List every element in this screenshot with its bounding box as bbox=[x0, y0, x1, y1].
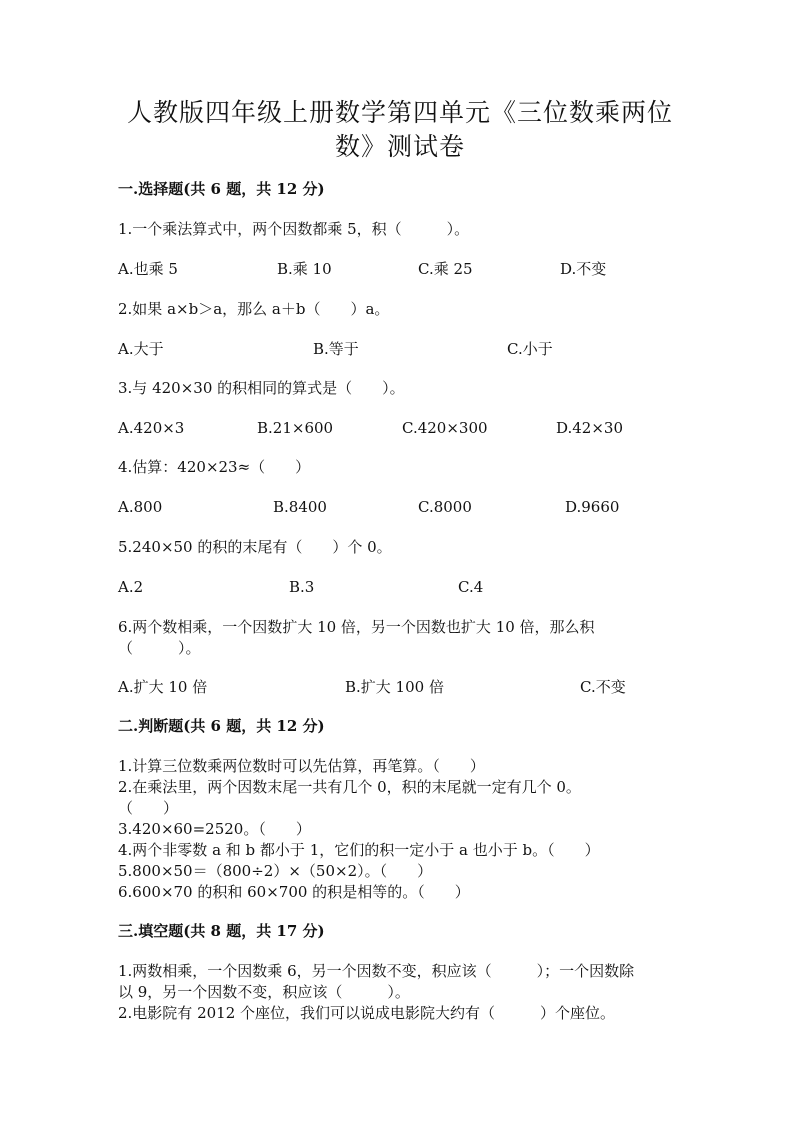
page-title: 人教版四年级上册数学第四单元《三位数乘两位 bbox=[126, 98, 673, 127]
option-d: D.42×30 bbox=[556, 419, 624, 437]
option-c: C.小于 bbox=[507, 340, 553, 358]
question-text: 3.与 420×30 的积相同的算式是（ ）。 bbox=[118, 379, 405, 397]
question-text: 4.估算：420×23≈（ ） bbox=[118, 458, 311, 476]
option-d: D.9660 bbox=[565, 498, 620, 516]
judge-item: 1.计算三位数乘两位数时可以先估算，再笔算。（ ） bbox=[118, 757, 485, 775]
question-text: 2.如果 a×b＞a，那么 a＋b（ ）a。 bbox=[118, 300, 390, 318]
option-a: A.扩大 10 倍 bbox=[118, 678, 208, 696]
judge-item: 3.420×60=2520。（ ） bbox=[118, 820, 311, 838]
option-a: A.800 bbox=[118, 498, 163, 516]
judge-item: 4.两个非零数 a 和 b 都小于 1，它们的积一定小于 a 也小于 b。（ ） bbox=[118, 841, 600, 859]
option-c: C.8000 bbox=[418, 498, 472, 516]
section-heading-judge: 二.判断题(共 6 题，共 12 分) bbox=[118, 717, 325, 735]
option-b: B.扩大 100 倍 bbox=[345, 678, 444, 696]
fill-item: 2.电影院有 2012 个座位，我们可以说成电影院大约有（ ）个座位。 bbox=[118, 1004, 616, 1022]
option-c: C.乘 25 bbox=[418, 260, 473, 278]
option-c: C.不变 bbox=[580, 678, 626, 696]
judge-item: 6.600×70 的积和 60×700 的积是相等的。（ ） bbox=[118, 883, 470, 901]
fill-item-continued: 以 9，另一个因数不变，积应该（ ）。 bbox=[118, 983, 410, 1001]
judge-item: 2.在乘法里，两个因数末尾一共有几个 0，积的末尾就一定有几个 0。 bbox=[118, 778, 581, 796]
option-b: B.8400 bbox=[273, 498, 327, 516]
option-b: B.等于 bbox=[313, 340, 359, 358]
question-text: 5.240×50 的积的末尾有（ ）个 0。 bbox=[118, 538, 392, 556]
fill-item: 1.两数相乘，一个因数乘 6，另一个因数不变，积应该（ ）；一个因数除 bbox=[118, 962, 635, 980]
section-heading-fill: 三.填空题(共 8 题，共 17 分) bbox=[118, 922, 325, 940]
option-a: A.大于 bbox=[118, 340, 164, 358]
question-text-continued: （ ）。 bbox=[118, 639, 201, 657]
option-b: B.3 bbox=[289, 578, 315, 596]
option-b: B.乘 10 bbox=[277, 260, 332, 278]
option-a: A.也乘 5 bbox=[118, 260, 178, 278]
option-a: A.2 bbox=[118, 578, 144, 596]
question-text: 1.一个乘法算式中，两个因数都乘 5，积（ ）。 bbox=[118, 220, 470, 238]
judge-item: 5.800×50＝（800÷2）×（50×2）。（ ） bbox=[118, 862, 433, 880]
option-c: C.4 bbox=[458, 578, 484, 596]
question-text: 6.两个数相乘，一个因数扩大 10 倍，另一个因数也扩大 10 倍，那么积 bbox=[118, 618, 595, 636]
option-b: B.21×600 bbox=[257, 419, 334, 437]
option-a: A.420×3 bbox=[118, 419, 185, 437]
option-c: C.420×300 bbox=[402, 419, 488, 437]
option-d: D.不变 bbox=[560, 260, 607, 278]
page-title-continued: 数》测试卷 bbox=[334, 132, 465, 161]
section-heading-choice: 一.选择题(共 6 题，共 12 分) bbox=[118, 180, 325, 198]
judge-item-continued: （ ） bbox=[118, 799, 179, 817]
